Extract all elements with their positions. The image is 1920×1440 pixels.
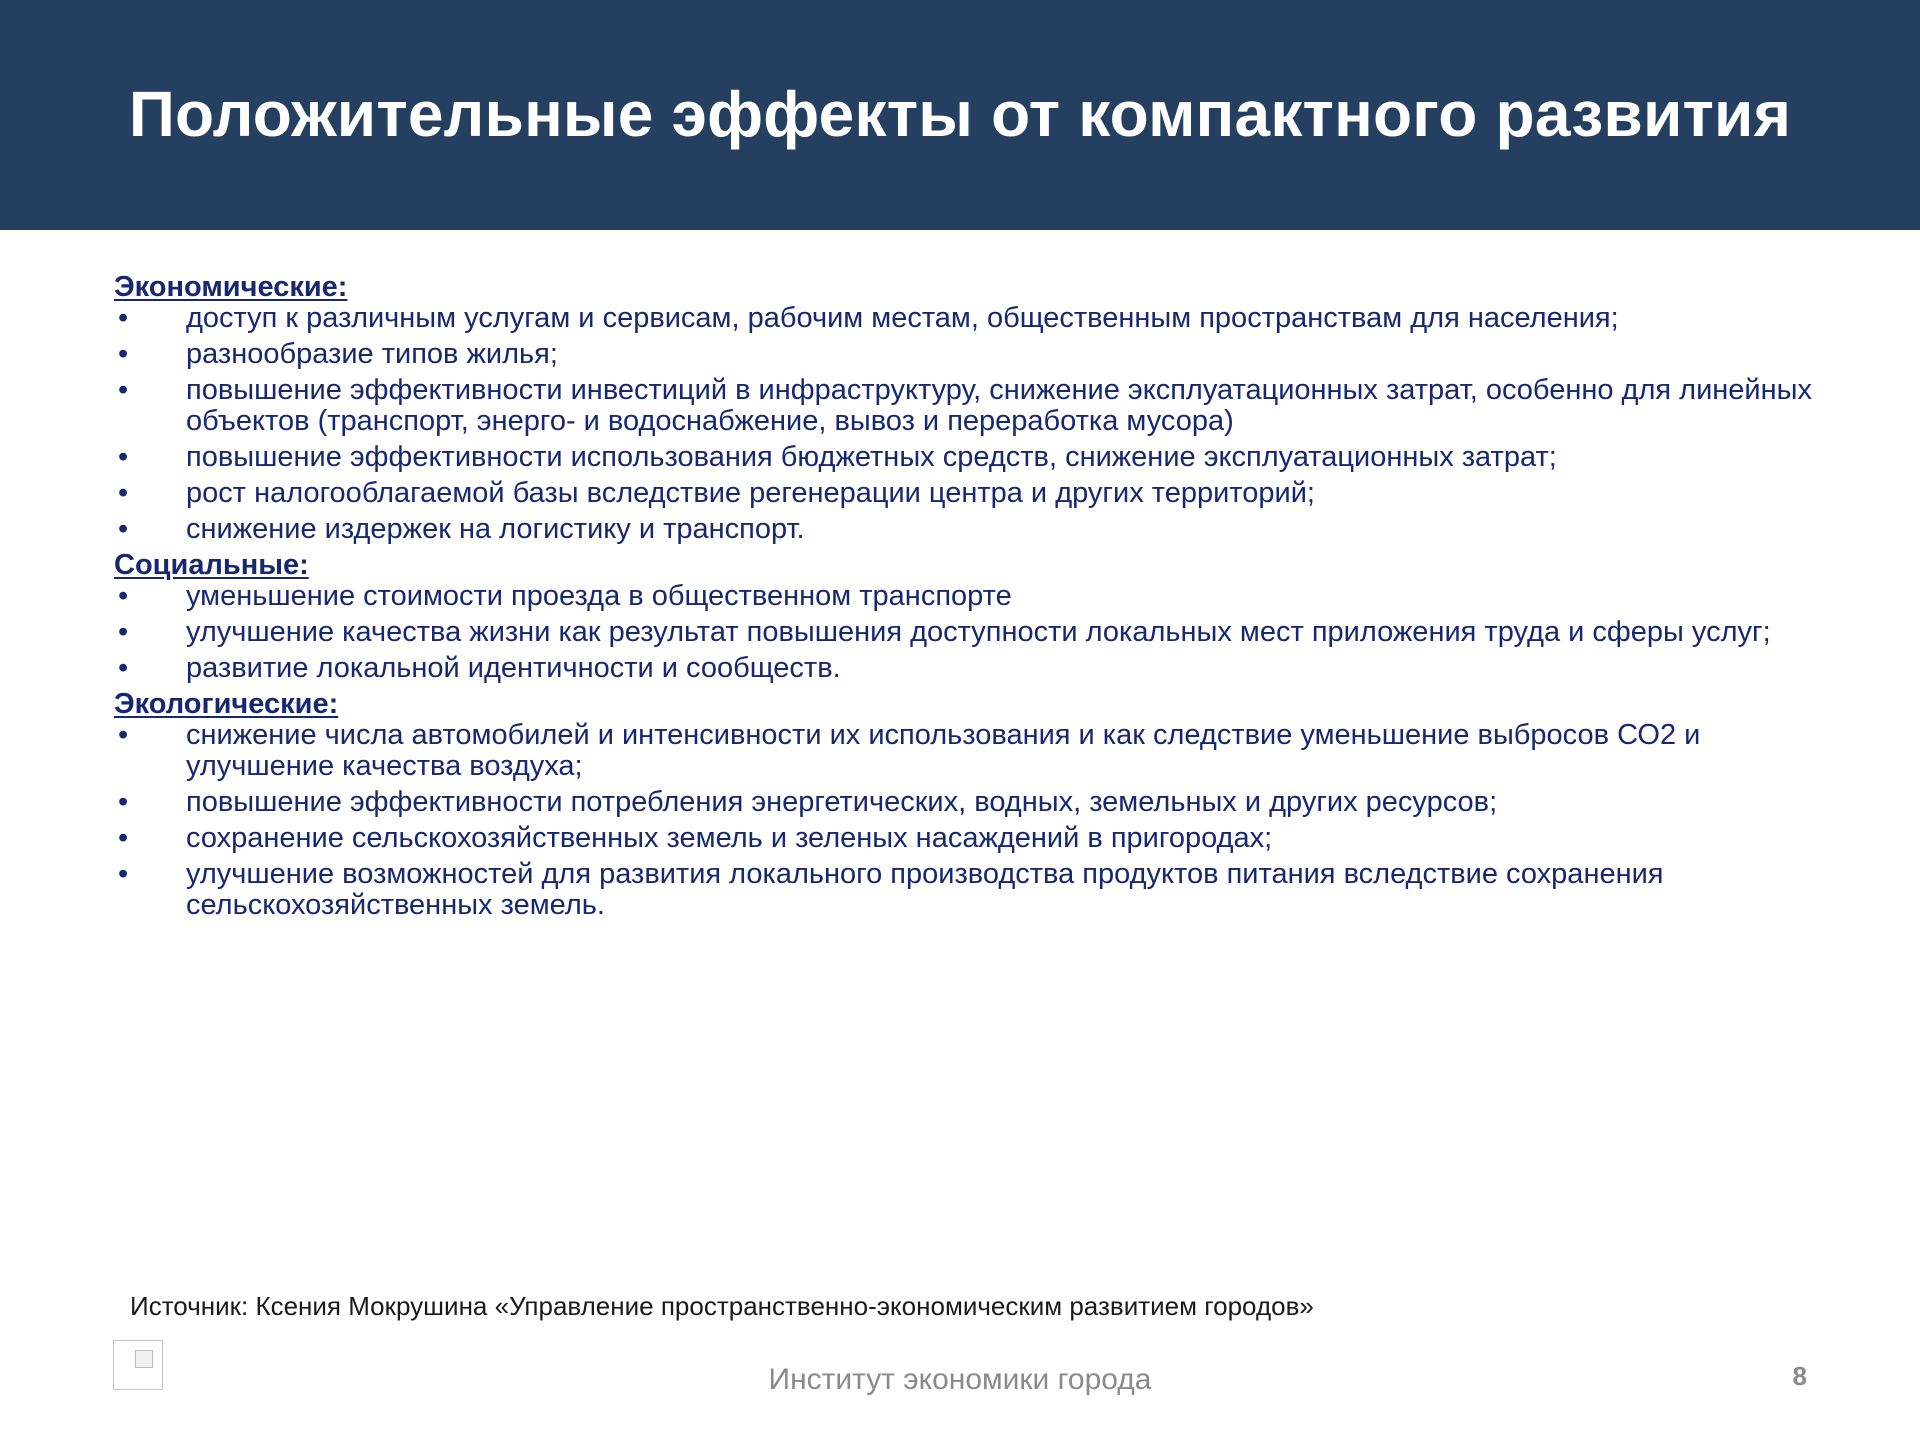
slide-content: [114, 272, 1814, 926]
bullet-icon: •: [118, 374, 129, 406]
list-item: [114, 339, 1814, 370]
list-item-text: повышение эффективности использования бюджетных средств, снижение эксплуатационных затрат;: [186, 441, 1557, 473]
source-note: Источник: Ксения Мокрушина «Управление пространственно-экономическим развитием городов»: [130, 1291, 1314, 1321]
section-ecological: [114, 689, 1814, 921]
list-item-text: уменьшение стоимости проезда в общественном транспорте: [186, 580, 1012, 612]
list-item-text: улучшение качества жизни как результат повышения доступности локальных мест приложения труда и сферы услуг;: [186, 616, 1771, 648]
list-item: [114, 478, 1814, 509]
bullet-icon: •: [118, 719, 129, 751]
bullet-icon: •: [118, 822, 129, 854]
section-economic: [114, 272, 1814, 545]
bullet-icon: •: [118, 858, 129, 890]
list-item: [114, 617, 1814, 648]
list-item-text: доступ к различным услугам и сервисам, рабочим местам, общественным пространствам для населения;: [186, 302, 1619, 334]
bullet-list: [114, 303, 1814, 545]
bullet-icon: •: [118, 580, 129, 612]
list-item: [114, 653, 1814, 684]
list-item-text: сохранение сельскохозяйственных земель и зеленых насаждений в пригородах;: [186, 822, 1273, 854]
list-item-text: улучшение возможностей для развития локального производства продуктов питания вследствие сохранения сельскохозяйственных земель.: [186, 858, 1664, 921]
section-heading: Социальные:: [114, 549, 309, 581]
bullet-icon: •: [118, 441, 129, 473]
list-item-text: повышение эффективности потребления энергетических, водных, земельных и других ресурсов;: [186, 786, 1498, 818]
bullet-list: [114, 581, 1814, 684]
list-item: [114, 720, 1814, 782]
bullet-icon: •: [118, 652, 129, 684]
section-heading: Экологические:: [114, 688, 339, 720]
slide-title: Положительные эффекты от компактного развития: [128, 78, 1792, 150]
section-social: [114, 550, 1814, 684]
list-item: [114, 581, 1814, 612]
list-item-text: рост налогооблагаемой базы вследствие регенерации центра и других территорий;: [186, 477, 1315, 509]
list-item-text: снижение числа автомобилей и интенсивности их использования и как следствие уменьшение выбросов СО2 и улучшение качества воздуха;: [186, 719, 1701, 782]
page-number: 8: [1792, 1361, 1807, 1391]
bullet-icon: •: [118, 513, 129, 545]
bullet-icon: •: [118, 302, 129, 334]
bullet-icon: •: [118, 616, 129, 648]
title-bar: [0, 0, 1920, 230]
list-item: [114, 375, 1814, 437]
list-item: [114, 442, 1814, 473]
list-item-text: разнообразие типов жилья;: [186, 338, 558, 370]
bullet-icon: •: [118, 786, 129, 818]
list-item: [114, 787, 1814, 818]
list-item: [114, 823, 1814, 854]
list-item: [114, 514, 1814, 545]
bullet-icon: •: [118, 338, 129, 370]
list-item: [114, 303, 1814, 334]
footer-organization: Институт экономики города: [768, 1363, 1152, 1396]
bullet-icon: •: [118, 477, 129, 509]
list-item-text: развитие локальной идентичности и сообществ.: [186, 652, 841, 684]
section-heading: Экономические:: [114, 271, 348, 303]
list-item: [114, 859, 1814, 921]
list-item-text: повышение эффективности инвестиций в инфраструктуру, снижение эксплуатационных затрат, особенно для линейных объектов (транспорт, энерго- и водоснабжение, вывоз и переработка мусора): [186, 374, 1812, 437]
bullet-list: [114, 720, 1814, 921]
list-item-text: снижение издержек на логистику и транспорт.: [186, 513, 805, 545]
